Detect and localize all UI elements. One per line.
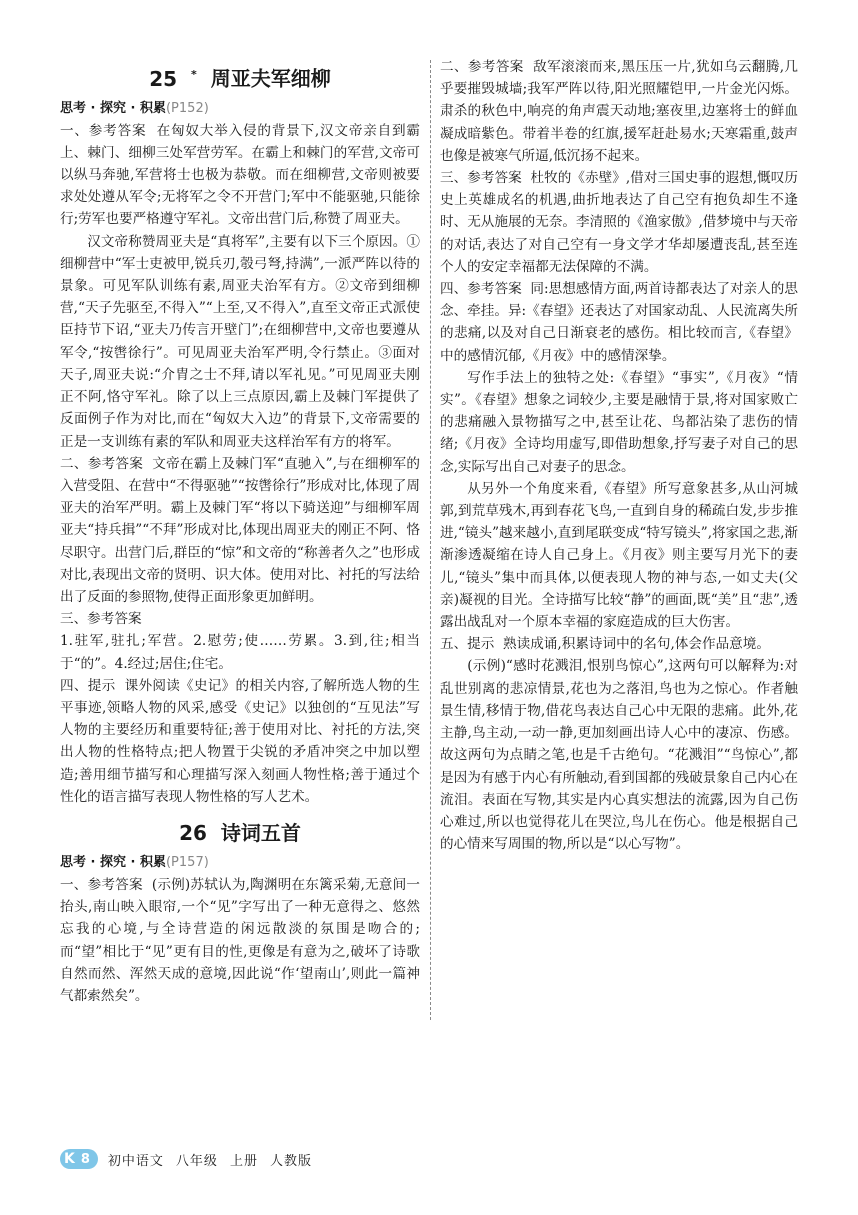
optional-mark: * xyxy=(191,68,197,81)
answer-paragraph xyxy=(60,675,420,808)
right-column xyxy=(440,56,798,855)
answer-paragraph xyxy=(440,633,798,655)
lesson-26-title xyxy=(60,818,420,848)
section-label: 思考 · 探究 · 积累 xyxy=(60,100,166,116)
answer-text: 1.驻军,驻扎;军营。2.慰劳;使……劳累。3.到,往;相当于“的”。4.经过;居住;住宅。 xyxy=(60,633,420,672)
lesson-number: 26 xyxy=(179,820,207,845)
answer-paragraph: 从另外一个角度来看,《春望》所写意象甚多,从山河城郭,到荒草残木,再到春花飞鸟,一直到自身的稀疏白发,步步推进,“镜头”越来越小,直到尾联变成“特写镜头”,将家国之悲,渐渐渗透凝缩在诗人自己身上。《月夜》则主要写月光下的妻儿,“镜头”集中而具体,以便表现人物的神与态,一如丈夫(父亲)凝视的目光。全诗描写比较“静”的画面,既“美”且“悲”,透露出战乱对一个原本幸福的家庭造成的巨大伤害。 xyxy=(440,480,798,631)
answer-text: (示例)苏轼认为,陶渊明在东篱采菊,无意间一抬头,南山映入眼帘,一个“见”字写出了一种无意得之、悠然忘我的心境,与全诗营造的闲远散淡的氛围是吻合的;而“望”相比于“见”更有目的性,更像是有意为之,破坏了诗歌自然而然、浑然天成的意境,因此说“作‘望南山’,则此一篇神气都索然矣”。 xyxy=(60,876,420,1004)
answer-label: 四、提示 xyxy=(60,677,116,694)
answer-text: 在匈奴大举入侵的背景下,汉文帝亲自到霸上、棘门、细柳三处军营劳军。在霸上和棘门的军营,文帝可以纵马奔驰,军营将士也极为恭敬。而在细柳营,文帝则被要求处处遵从军令;无将军之令不开营门;军中不能驱驰,只能徐行;劳军也要严格遵守军礼。文帝出营门后,称赞了周亚夫。 xyxy=(60,122,420,228)
section-page: (P152) xyxy=(165,100,209,116)
lesson-number: 25 xyxy=(149,66,178,91)
column-divider xyxy=(430,60,431,1020)
answer-paragraph: 汉文帝称赞周亚夫是“真将军”,主要有以下三个原因。①细柳营中“军士吏被甲,锐兵刃,彀弓弩,持满”,一派严阵以待的景象。可见军队训练有素,周亚夫治军有方。②文帝到细柳营,“天子先驱至,不得入”“上至,又不得入”,直至文帝正式派使臣持节下诏,“亚夫乃传言开壁门”;在细柳营中,文帝也要遵从军令,“按辔徐行”。可见周亚夫治军严明,令行禁止。③面对天子,周亚夫说:“介胄之士不拜,请以军礼见。”可见周亚夫刚正不阿,恪守军礼。除了以上三点原因,霸上及棘门军提供了反面例子作为对比,而在“匈奴大入边”的背景下,文帝需要的正是一支训练有素的军队和周亚夫这样治军有方的将军。 xyxy=(60,233,420,450)
answer-label: 二、参考答案 xyxy=(440,59,524,75)
answer-text: 课外阅读《史记》的相关内容,了解所选人物的生平事迹,领略人物的风采,感受《史记》以独创的“互见法”写人物的主要经历和重要特征;善于使用对比、衬托的方法,突出人物的性格特点;把人物置于尖锐的矛盾冲突之中加以塑造;善用细节描写和心理描写深入刻画人物性格;善于通过个性化的语言描写表现人物性格的写人艺术。 xyxy=(60,677,420,805)
answer-label: 一、参考答案 xyxy=(60,876,143,893)
answer-paragraph xyxy=(60,453,420,608)
answer-paragraph: (示例)“感时花溅泪,恨别鸟惊心”,这两句可以解释为:对乱世别离的悲凉情景,花也为之落泪,鸟也为之惊心。作者触景生情,移情于物,借花鸟表达自己心中无限的悲痛。此外,花主静,鸟主动,一动一静,更加刻画出诗人心中的凄凉、伤感。故这两句为点睛之笔,也是千古绝句。“花溅泪”“鸟惊心”,都是因为有感于内心有所触动,看到国都的残破景象自己内心在流泪。表面在写物,其实是内心真实想法的流露,因为自己伤心难过,所以也觉得花儿在哭泣,鸟儿在伤心。他是根据自己的心情来写周围的物,所以是“以心写物”。 xyxy=(440,658,798,853)
answer-text: 文帝在霸上及棘门军“直驰入”,与在细柳军的入营受阻、在营中“不得驱驰”“按辔徐行”形成对比,体现了周亚夫的治军严明。霸上及棘门军“将以下骑送迎”与细柳军周亚夫“持兵揖”“不拜”形成对比,体现出周亚夫的刚正不阿、恪尽职守。出营门后,群臣的“惊”和文帝的“称善者久之”也形成对比,表现出文帝的贤明、识大体。使用对比、衬托的写法给出了反面的参照物,使得正面形象更加鲜明。 xyxy=(60,455,420,605)
answer-paragraph xyxy=(440,278,798,367)
page-footer xyxy=(60,1148,324,1170)
answer-text: 熟读成诵,积累诗词中的名句,体会作品意境。 xyxy=(503,636,770,653)
section-heading xyxy=(60,98,420,120)
answer-text: 杜牧的《赤壁》,借对三国史事的遐想,慨叹历史上英雄成名的机遇,曲折地表达了自己空有抱负却生不逢时、无从施展的无奈。李清照的《渔家傲》,借梦境中与天帝的对话,表达了对自己空有一身文学才华却屡遭丧乱,甚至连个人的安定幸福都无法保障的不满。 xyxy=(440,170,798,275)
answer-text: 敌军滚滚而来,黑压压一片,犹如乌云翻腾,几乎要摧毁城墙;我军严阵以待,阳光照耀铠甲,一片金光闪烁。肃杀的秋色中,响亮的角声震天动地;塞夜里,边塞将士的鲜血凝成暗紫色。带着半卷的红旗,援军赶赴易水;天寒霜重,鼓声也像是被寒气所逼,低沉扬不起来。 xyxy=(440,59,798,164)
answer-paragraph xyxy=(440,167,798,278)
answer-paragraph xyxy=(60,874,420,1007)
page-number: 8 xyxy=(80,1151,90,1167)
footer-subject: 初中语文 xyxy=(107,1153,164,1169)
answer-paragraph xyxy=(60,120,420,231)
lesson-name: 周亚夫军细柳 xyxy=(210,66,331,91)
answer-label: 三、参考答案 xyxy=(60,611,142,628)
answer-label: 五、提示 xyxy=(440,636,495,653)
footer-volume: 上册 xyxy=(229,1153,258,1169)
footer-edition: 人教版 xyxy=(269,1153,312,1169)
answer-paragraph xyxy=(440,56,798,167)
answer-label: 二、参考答案 xyxy=(60,455,144,472)
left-column xyxy=(60,56,420,1007)
answer-label: 一、参考答案 xyxy=(60,122,147,139)
answer-label: 四、参考答案 xyxy=(440,281,522,298)
lesson-25-title xyxy=(60,60,420,94)
section-heading xyxy=(60,852,420,874)
k-logo-icon: K xyxy=(64,1151,75,1167)
footer-grade: 八年级 xyxy=(175,1153,218,1169)
section-label: 思考 · 探究 · 积累 xyxy=(60,854,166,870)
answer-label: 三、参考答案 xyxy=(440,170,522,187)
page-badge xyxy=(60,1149,98,1169)
answer-paragraph: 写作手法上的独特之处:《春望》“事实”,《月夜》“情实”。《春望》想象之词较少,主要是融情于景,将对国家败亡的悲痛融入景物描写之中,甚至让花、鸟都沾染了悲伤的情绪;《月夜》全诗均用虚写,即借助想象,抒写妻子对自己的思念,实际写出自己对妻子的思念。 xyxy=(440,369,798,475)
lesson-name: 诗词五首 xyxy=(220,820,301,845)
section-page: (P157) xyxy=(165,854,209,870)
answer-text: 同:思想感情方面,两首诗都表达了对亲人的思念、牵挂。异:《春望》还表达了对国家动乱、人民流离失所的悲痛,以及对自己日渐衰老的感伤。相比较而言,《春望》中的感情沉郁,《月夜》中的感情深挚。 xyxy=(440,281,799,364)
